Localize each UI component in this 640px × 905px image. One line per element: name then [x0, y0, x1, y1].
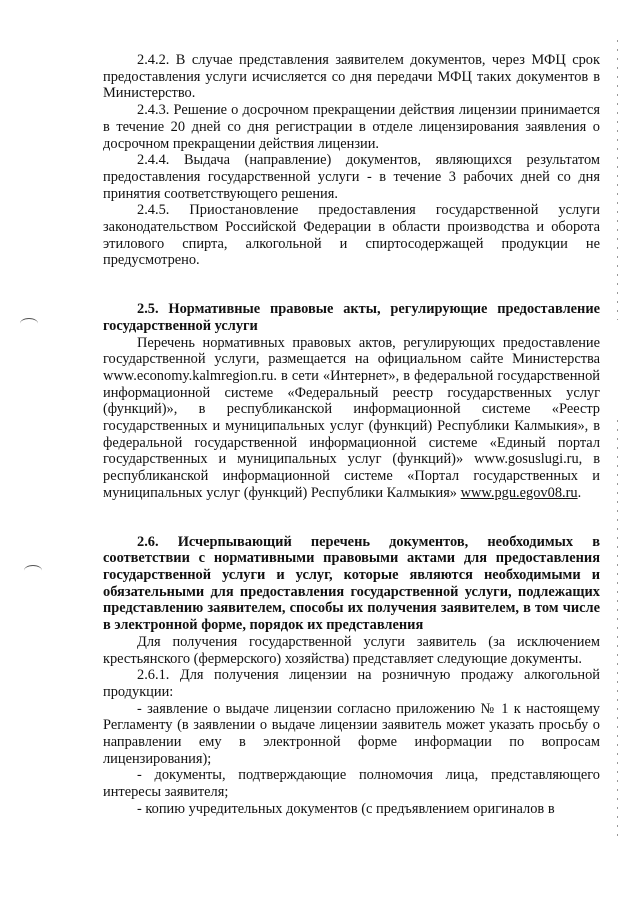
paragraph-2-4-4: 2.4.4. Выдача (направление) документов, являющихся результатом предоставления государственной услуги - в течение 3 рабочих дней со дня принятия соответствующего решения. — [103, 152, 600, 202]
paragraph-2-4-5: 2.4.5. Приостановление предоставления государственной услуги законодательством Российской Федерации в области производства и оборота этилового спирта, алкогольной и спиртосодержащей продукции не предусмотрено. — [103, 202, 600, 269]
section-2-5-body — [103, 335, 600, 502]
section-2-5-end: . — [577, 484, 582, 501]
paragraph-2-4-3: 2.4.3. Решение о досрочном прекращении действия лицензии принимается в течение 20 дней со дня регистрации в отделе лицензирования заявления о досрочном прекращении действия лицензии. — [103, 102, 600, 152]
pgu-portal-link[interactable]: www.pgu.egov08.ru — [460, 484, 578, 501]
section-gap — [103, 502, 600, 534]
list-item: - заявление о выдаче лицензии согласно приложению № 1 к настоящему Регламенту (в заявлении о выдаче лицензии заявитель может указать просьбу о направлении ему в электронной форме информации по вопросам лицензирования); — [103, 700, 600, 767]
paragraph-2-4-2: 2.4.2. В случае представления заявителем документов, через МФЦ срок предоставления услуги исчисляется со дня передачи МФЦ таких документов в Министерство. — [103, 52, 600, 102]
scan-edge-dots — [617, 40, 618, 320]
list-item: - документы, подтверждающие полномочия лица, представляющего интересы заявителя; — [103, 767, 600, 801]
scan-edge-dots — [617, 420, 618, 840]
scan-mark — [20, 318, 38, 329]
section-2-5-text: Перечень нормативных правовых актов, регулирующих предоставление государственной услуги, размещается на официальном сайте Министерства www.economy.kalmregion.ru. в сети «Интернет», в федеральной государственной информационной системе «Федеральный реестр государственных услуг (функций)», в республиканской информационной системе «Реестр государственных и муниципальных услуг (функций) Республики Калмыкия», в федеральной государственной информационной системе «Единый портал государственных и муниципальных услуг (функций)» www.gosuslugi.ru, в республиканской информационной системе «Портал государственных и муниципальных услуг (функций) Республики Калмыкия» — [103, 334, 600, 501]
section-2-5-heading: 2.5. Нормативные правовые акты, регулирующие предоставление государственной услуги — [103, 301, 600, 334]
section-2-6-heading: 2.6. Исчерпывающий перечень документов, необходимых в соответствии с нормативными правовыми актами для предоставления государственной услуги и услуг, которые являются необходимыми и обязательными для предоставления государственной услуги, подлежащих представлению заявителем, способы их получения заявителем, в том числе в электронной форме, порядок их представления — [103, 533, 600, 634]
section-2-6-intro: Для получения государственной услуги заявитель (за исключением крестьянского (фермерского) хозяйства) представляет следующие документы. — [103, 633, 600, 667]
paragraph-2-6-1: 2.6.1. Для получения лицензии на розничную продажу алкогольной продукции: — [103, 667, 600, 700]
document-page — [103, 52, 600, 818]
scan-mark — [24, 565, 42, 576]
list-item: - копию учредительных документов (с предъявлением оригиналов в — [137, 800, 555, 817]
section-gap — [103, 269, 600, 301]
